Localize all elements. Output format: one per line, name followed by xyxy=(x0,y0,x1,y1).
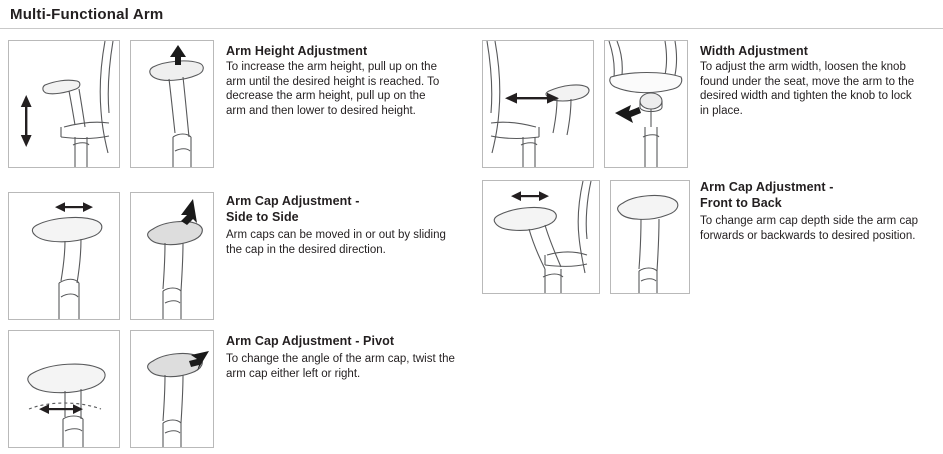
fig-arm-cap-side-to-side xyxy=(8,192,120,320)
text-arm-cap-front-to-back xyxy=(700,180,920,243)
body-arm-height-adjustment: To increase the arm height, pull up on the arm until the desired height is reached. To decrease the arm height, pull up on the arm and then lower to desired height. xyxy=(226,61,440,117)
fig-width-horizontal xyxy=(482,40,594,168)
heading-arm-cap-side-to-side-line1: Arm Cap Adjustment - xyxy=(226,194,360,208)
fig-arm-cap-side-to-side-detail xyxy=(130,192,214,320)
title-divider xyxy=(0,28,943,29)
fig-arm-cap-pivot xyxy=(8,330,120,448)
heading-arm-cap-pivot: Arm Cap Adjustment - Pivot xyxy=(226,334,395,348)
fig-arm-height-detail xyxy=(130,40,214,168)
body-arm-cap-front-to-back: To change arm cap depth side the arm cap forwards or backwards to desired position. xyxy=(700,215,918,242)
fig-arm-cap-pivot-detail xyxy=(130,330,214,448)
body-arm-cap-pivot: To change the angle of the arm cap, twist the arm cap either left or right. xyxy=(226,353,455,380)
fig-arm-cap-front-to-back-detail xyxy=(610,180,690,294)
heading-arm-cap-front-to-back-line2: Front to Back xyxy=(700,196,782,210)
page-title: Multi-Functional Arm xyxy=(10,6,164,23)
fig-arm-height-vertical xyxy=(8,40,120,168)
body-arm-cap-side-to-side: Arm caps can be moved in or out by sliding the cap in the desired direction. xyxy=(226,229,446,256)
fig-width-knob xyxy=(604,40,688,168)
text-arm-height-adjustment xyxy=(226,44,444,118)
text-width-adjustment xyxy=(700,44,920,118)
text-arm-cap-side-to-side xyxy=(226,194,446,257)
heading-arm-cap-front-to-back-line1: Arm Cap Adjustment - xyxy=(700,180,834,194)
text-arm-cap-pivot xyxy=(226,334,456,381)
heading-width-adjustment: Width Adjustment xyxy=(700,44,808,58)
fig-arm-cap-front-to-back xyxy=(482,180,600,294)
heading-arm-height-adjustment: Arm Height Adjustment xyxy=(226,44,368,58)
heading-arm-cap-side-to-side-line2: Side to Side xyxy=(226,210,299,224)
body-width-adjustment: To adjust the arm width, loosen the knob found under the seat, move the arm to the desired width and tighten the knob to lock in place. xyxy=(700,61,915,117)
